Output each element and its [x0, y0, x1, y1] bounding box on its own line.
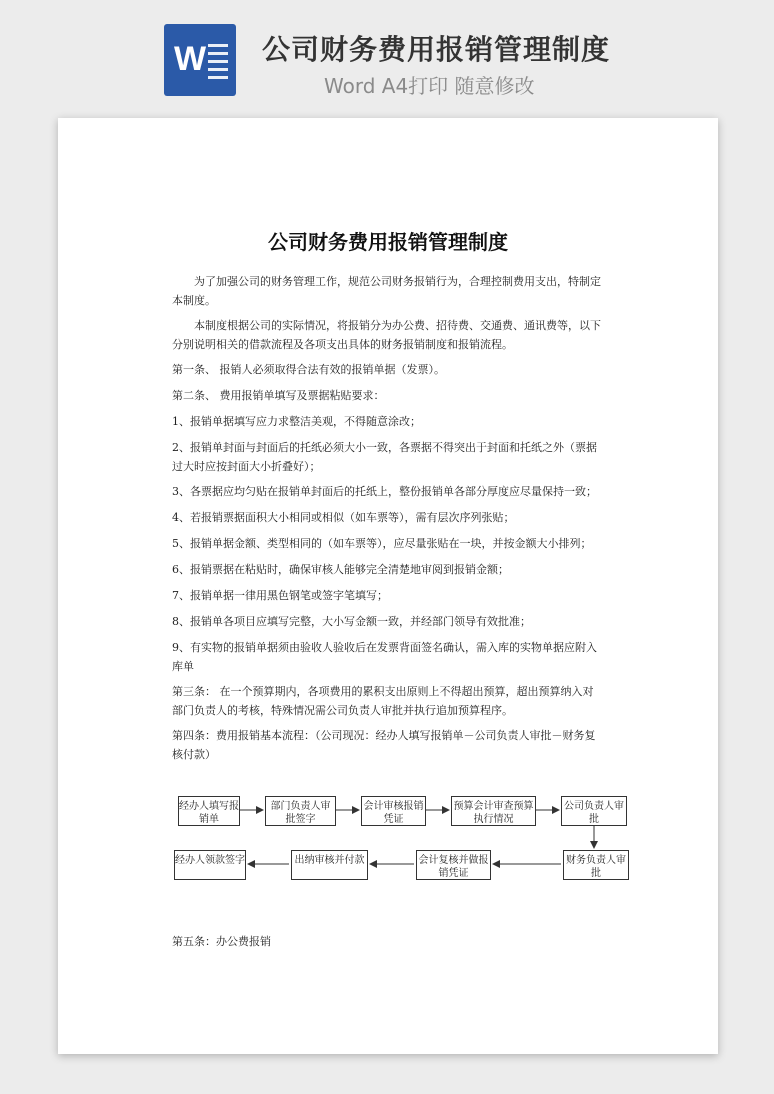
flow-step-applicant-fill: 经办人填写报销单 — [178, 796, 240, 826]
flow-step-accountant-review: 会计审核报销凭证 — [361, 796, 426, 826]
rule-1: 1、报销单据填写应力求整洁美观，不得随意涂改； — [172, 415, 421, 428]
page-header — [0, 0, 774, 110]
rule-6: 6、报销票据在粘贴时，确保审核人能够完全清楚地审阅到报销金额； — [172, 563, 509, 576]
article-2: 第二条、 费用报销单填写及票据粘贴要求： — [172, 389, 385, 402]
rule-7: 7、报销单据一律用黑色钢笔或签字笔填写； — [172, 589, 388, 602]
article-4: 第四条：费用报销基本流程：（公司现况：经办人填写报销单－公司负责人审批－财务复核付款） — [172, 729, 596, 761]
rule-4: 4、若报销票据面积大小相同或相似（如车票等），需有层次序列张贴； — [172, 511, 515, 524]
flow-step-cashier-pay: 出纳审核并付款 — [291, 850, 368, 880]
rule-3: 3、各票据应均匀贴在报销单封面后的托纸上，整份报销单各部分厚度应尽量保持一致； — [172, 485, 597, 498]
article-3: 第三条： 在一个预算期内，各项费用的累积支出原则上不得超出预算，超出预算纳入对部门负责人的考核，特殊情况需公司负责人审批并执行追加预算程序。 — [172, 685, 594, 717]
rule-8: 8、报销单各项目应填写完整，大小写金额一致，并经部门领导有效批准； — [172, 615, 531, 628]
header-subtitle: Word A4打印 随意修改 — [324, 74, 535, 98]
flow-step-finance-head-approve: 财务负责人审批 — [563, 850, 629, 880]
paragraph-scope: 本制度根据公司的实际情况，将报销分为办公费、招待费、交通费、通讯费等，以下分别说明相关的借款流程及各项支出具体的财务报销制度和报销流程。 — [172, 319, 601, 351]
flow-step-company-head-approve: 公司负责人审批 — [561, 796, 627, 826]
article-5: 第五条：办公费报销 — [172, 935, 271, 948]
paragraph-intro: 为了加强公司的财务管理工作，规范公司财务报销行为，合理控制费用支出，特制定本制度。 — [172, 275, 601, 307]
flowchart-arrows — [58, 118, 718, 898]
header-title: 公司财务费用报销管理制度 — [262, 33, 611, 66]
article-1: 第一条、 报销人必须取得合法有效的报销单据（发票）。 — [172, 363, 445, 376]
rule-9: 9、有实物的报销单据须由验收人验收后在发票背面签名确认，需入库的实物单据应附入库单 — [172, 641, 597, 673]
rule-2: 2、报销单封面与封面后的托纸必须大小一致，各票据不得突出于封面和托纸之外（票据过大时应按封面大小折叠好）； — [172, 441, 597, 473]
word-icon-letter: W — [174, 40, 207, 78]
flow-step-accountant-voucher: 会计复核并做报销凭证 — [416, 850, 491, 880]
flow-step-dept-head-approve: 部门负责人审批签字 — [265, 796, 336, 826]
rule-5: 5、报销单据金额、类型相同的（如车票等），应尽量张贴在一块，并按金额大小排列； — [172, 537, 592, 550]
word-document-icon — [164, 24, 236, 96]
flow-step-applicant-receive: 经办人领款签字 — [174, 850, 246, 880]
flow-step-budget-review: 预算会计审查预算执行情况 — [451, 796, 536, 826]
document-page — [58, 118, 718, 1054]
document-title: 公司财务费用报销管理制度 — [268, 230, 508, 254]
